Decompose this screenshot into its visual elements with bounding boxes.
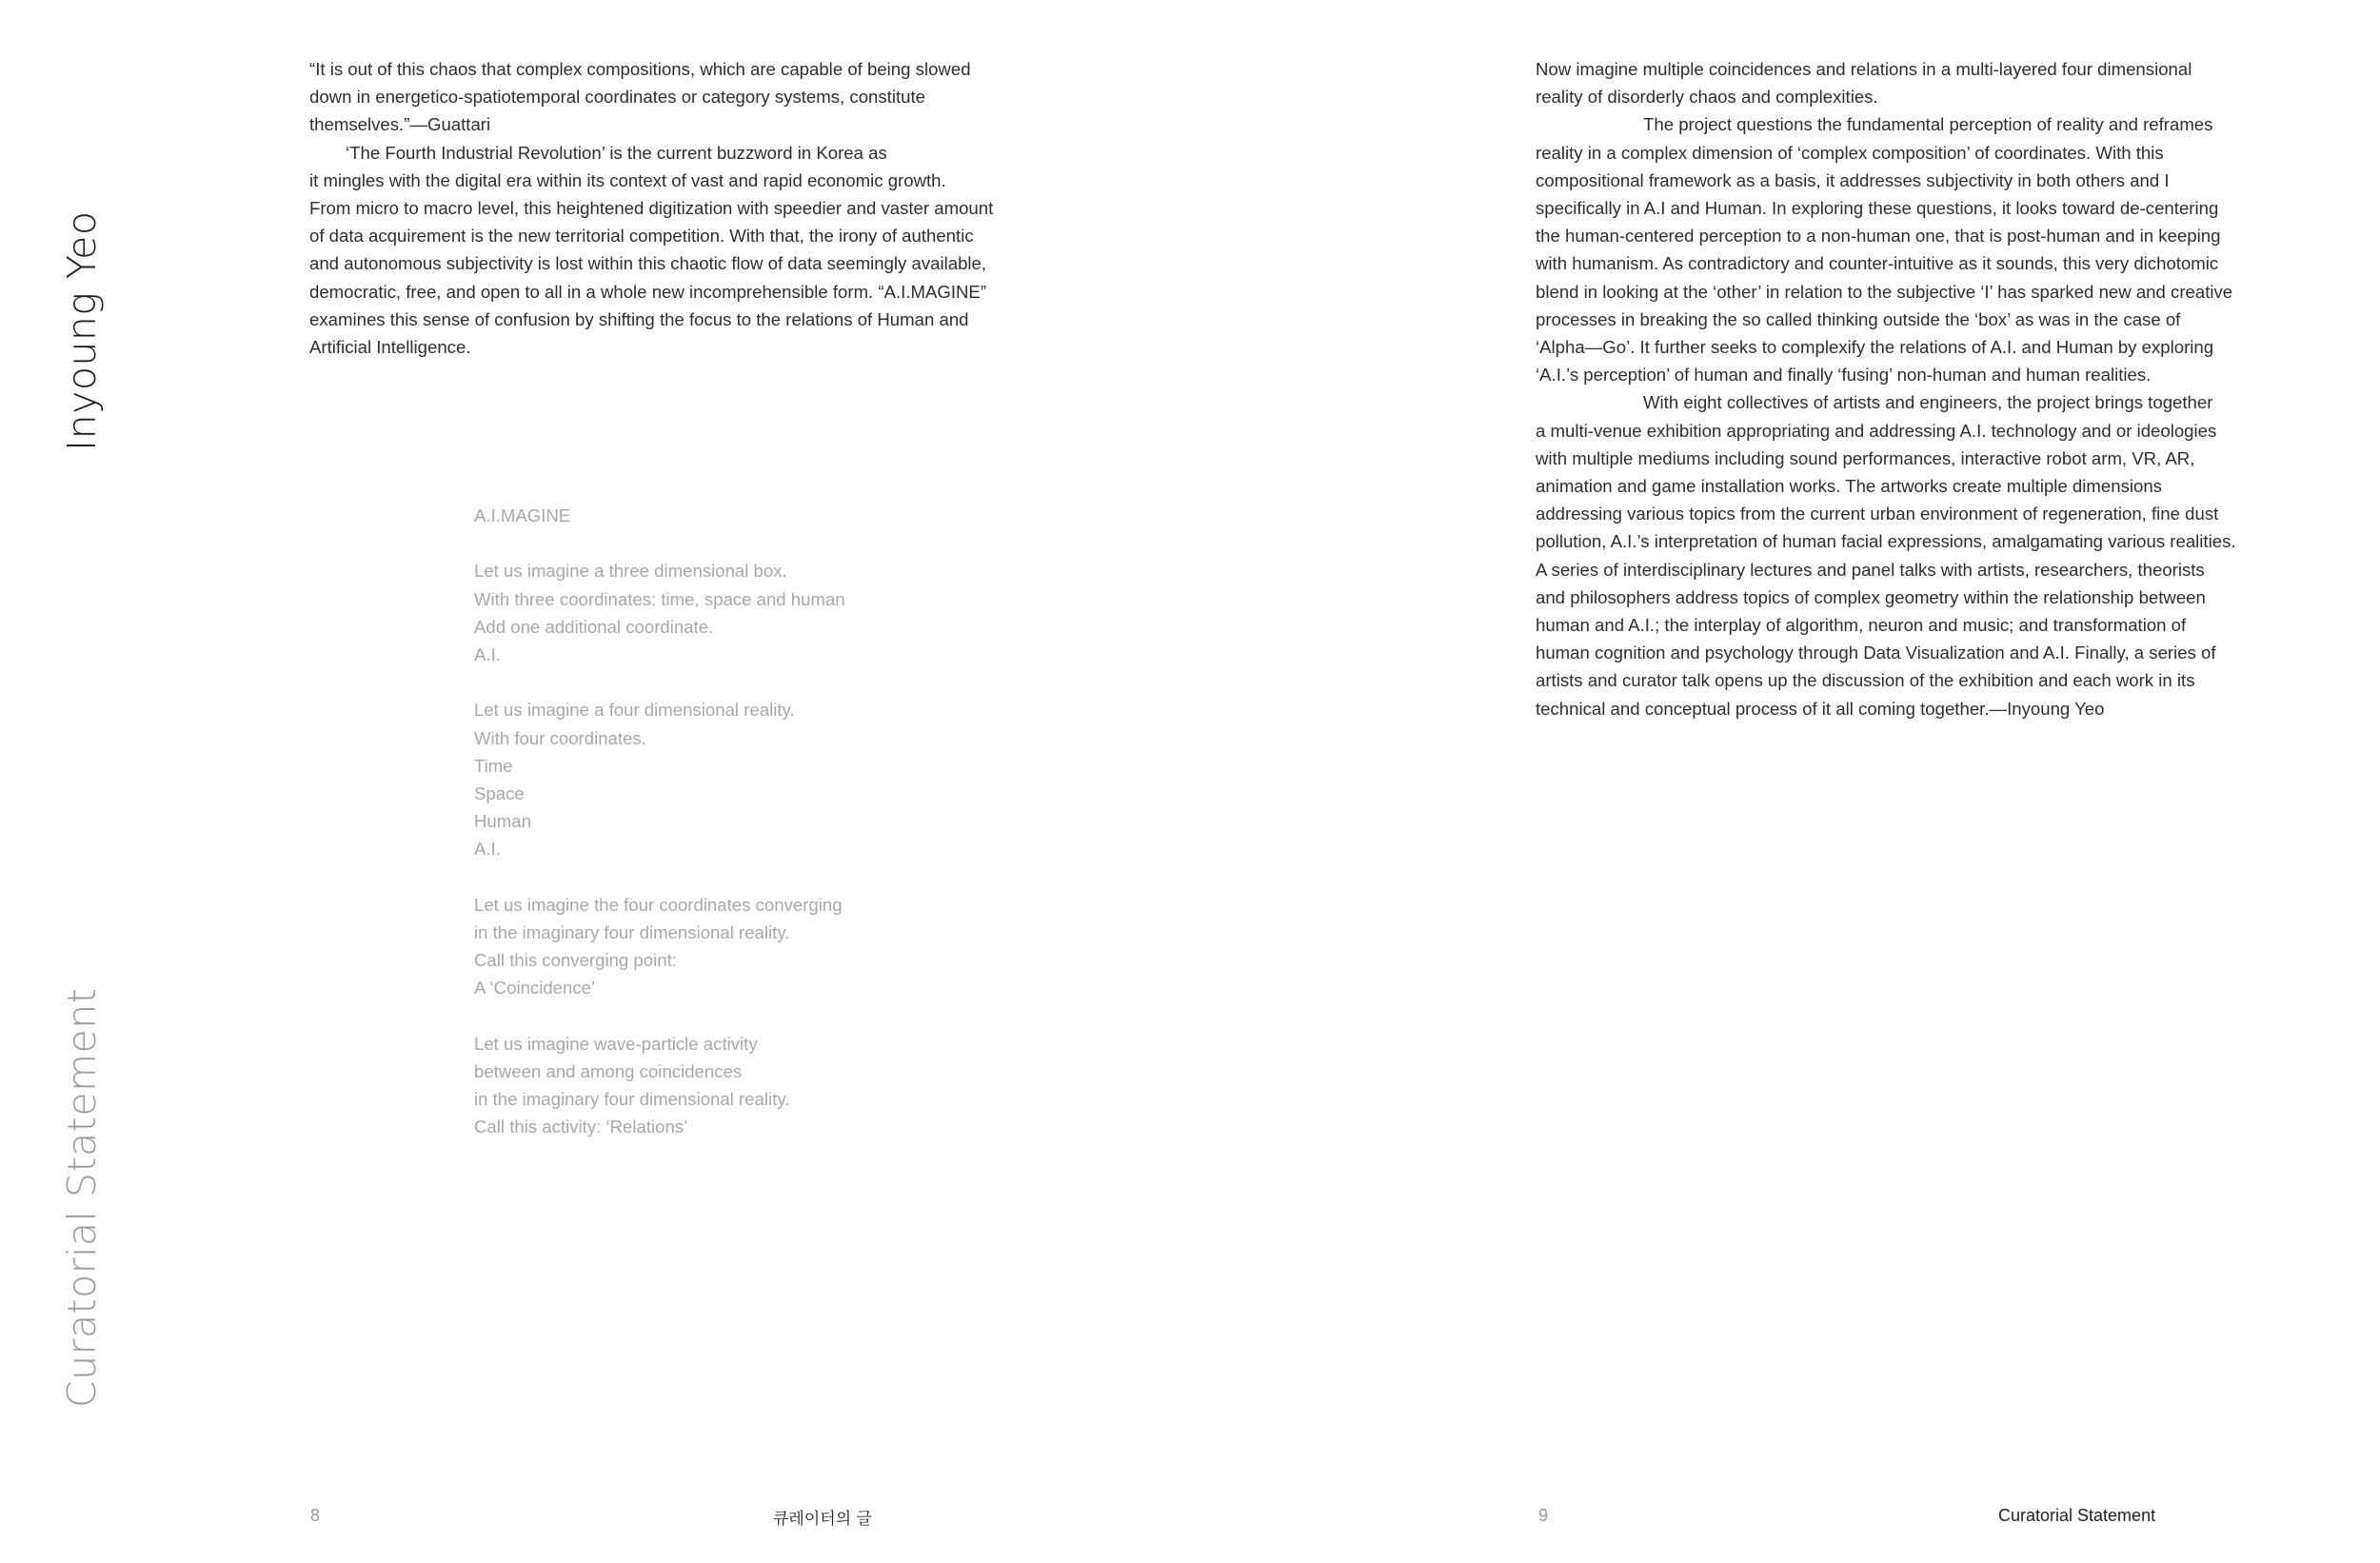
- text-line: and autonomous subjectivity is lost within this chaotic flow of data seemingly available,: [309, 253, 987, 274]
- text-line: with multiple mediums including sound performances, interactive robot arm, VR, AR,: [1536, 447, 2195, 468]
- text-line: technical and conceptual process of it all coming together.—Inyoung Yeo: [1536, 698, 2105, 719]
- text-line: it mingles with the digital era within its context of vast and rapid economic growth.: [309, 169, 946, 190]
- poem-line: With three coordinates: time, space and human: [474, 588, 845, 609]
- left-page-body: [309, 55, 1071, 361]
- text-line: democratic, free, and open to all in a whole new incomprehensible form. “A.I.MAGINE”: [309, 281, 987, 302]
- text-line: artists and curator talk opens up the discussion of the exhibition and each work in its: [1536, 670, 2195, 691]
- text-line: With eight collectives of artists and engineers, the project brings together: [1643, 392, 2213, 413]
- poem-line: Human: [474, 811, 531, 832]
- text-line: ‘A.I.’s perception’ of human and finally ‘fusing’ non-human and human realities.: [1536, 365, 2152, 386]
- poem-line: Time: [474, 755, 513, 776]
- text-line: blend in looking at the ‘other’ in relation to the subjective ‘I’ has sparked new and creative: [1536, 281, 2233, 302]
- text-line: of data acquirement is the new territorial competition. With that, the irony of authentic: [309, 226, 974, 247]
- right-page-body: [1536, 55, 2297, 722]
- text-line: and philosophers address topics of complex geometry within the relationship between: [1536, 586, 2206, 607]
- text-line: a multi-venue exhibition appropriating and addressing A.I. technology and or ideologies: [1536, 420, 2217, 441]
- poem-line: A.I.: [474, 644, 501, 664]
- poem-line: Let us imagine a four dimensional reality.: [474, 700, 795, 721]
- text-line: down in energetico-spatiotemporal coordinates or category systems, constitute: [309, 87, 925, 108]
- poem-line: Call this activity: ‘Relations’: [474, 1117, 688, 1138]
- text-line: Now imagine multiple coincidences and relations in a multi-layered four dimensional: [1536, 59, 2192, 79]
- poem-line: A ‘Coincidence’: [474, 978, 596, 999]
- text-line: human cognition and psychology through Data Visualization and A.I. Finally, a series of: [1536, 643, 2216, 663]
- poem-block: [474, 502, 845, 1141]
- poem-title: A.I.MAGINE: [474, 505, 571, 525]
- text-line: “It is out of this chaos that complex compositions, which are capable of being slowed: [309, 59, 971, 79]
- poem-line: Add one additional coordinate.: [474, 616, 714, 637]
- text-line: pollution, A.I.’s interpretation of human facial expressions, amalgamating various realities.: [1536, 531, 2236, 552]
- text-line: the human-centered perception to a non-human one, that is post-human and in keeping: [1536, 226, 2221, 247]
- poem-line: Call this converging point:: [474, 950, 677, 971]
- poem-line: Space: [474, 783, 525, 803]
- text-line: themselves.”—Guattari: [309, 114, 491, 135]
- text-line: From micro to macro level, this heightened digitization with speedier and vaster amount: [309, 198, 994, 219]
- text-line: ‘The Fourth Industrial Revolution’ is the current buzzword in Korea as: [346, 142, 887, 163]
- text-line: compositional framework as a basis, it addresses subjectivity in both others and I: [1536, 169, 2170, 190]
- text-line: addressing various topics from the current urban environment of regeneration, fine dust: [1536, 504, 2219, 524]
- poem-line: Let us imagine wave-particle activity: [474, 1033, 758, 1054]
- poem-line: With four coordinates.: [474, 727, 646, 748]
- running-title-right: Curatorial Statement: [1998, 1506, 2156, 1525]
- poem-line: in the imaginary four dimensional reality.: [474, 1089, 790, 1110]
- text-line: examines this sense of confusion by shifting the focus to the relations of Human and: [309, 308, 969, 329]
- poem-line: Let us imagine the four coordinates converging: [474, 894, 843, 915]
- text-line: specifically in A.I and Human. In exploring these questions, it looks toward de-centering: [1536, 198, 2219, 219]
- author-vertical-title: Inyoung Yeo: [59, 210, 105, 451]
- text-line: reality in a complex dimension of ‘complex composition’ of coordinates. With this: [1536, 142, 2164, 163]
- text-line: human and A.I.; the interplay of algorithm, neuron and music; and transformation of: [1536, 615, 2187, 636]
- running-title-left: 큐레이터의 글: [773, 1510, 872, 1529]
- text-line: ‘Alpha—Go’. It further seeks to complexify the relations of A.I. and Human by exploring: [1536, 337, 2214, 358]
- text-line: A series of interdisciplinary lectures and panel talks with artists, researchers, theorists: [1536, 559, 2205, 580]
- text-line: The project questions the fundamental perception of reality and reframes: [1643, 114, 2213, 135]
- poem-line: in the imaginary four dimensional reality.: [474, 922, 790, 942]
- poem-line: A.I.: [474, 839, 501, 860]
- section-vertical-title: Curatorial Statement: [59, 987, 105, 1408]
- page-number-right: 9: [1538, 1506, 1549, 1525]
- poem-line: Let us imagine a three dimensional box.: [474, 561, 787, 582]
- text-line: processes in breaking the so called thinking outside the ‘box’ as was in the case of: [1536, 308, 2181, 329]
- text-line: Artificial Intelligence.: [309, 337, 471, 358]
- text-line: animation and game installation works. The artworks create multiple dimensions: [1536, 476, 2162, 497]
- page-number-left: 8: [310, 1506, 321, 1525]
- text-line: reality of disorderly chaos and complexities.: [1536, 87, 1878, 108]
- poem-line: between and among coincidences: [474, 1061, 743, 1081]
- text-line: with humanism. As contradictory and counter-intuitive as it sounds, this very dichotomic: [1536, 253, 2219, 274]
